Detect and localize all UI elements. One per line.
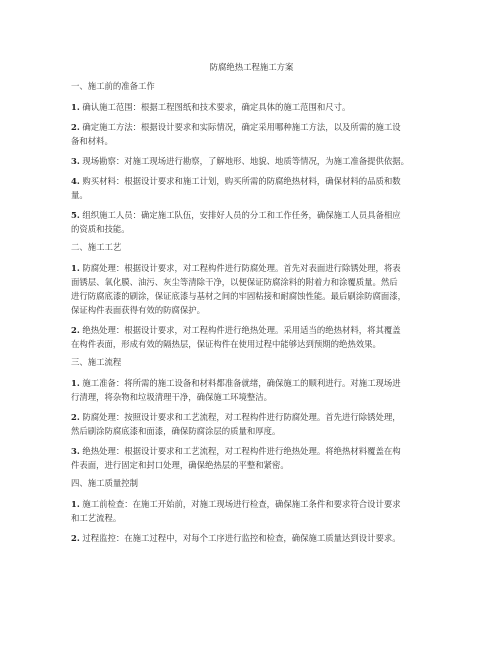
item-text: 过程监控：在施工过程中，对每个工序进行监控和检查，确保施工质量达到设计要求。 [82,533,401,543]
item-text: 防腐处理：根据设计要求，对工程构件进行防腐处理。首先对表面进行除锈处理，将表 [82,263,401,273]
list-item [71,208,432,236]
item-text: 量。 [71,190,88,200]
list-item [71,174,432,202]
item-text: 和工艺流程。 [71,513,122,523]
item-number: 1. [71,263,80,273]
item-text: 的资质和技能。 [71,224,130,234]
paragraph-line [71,424,432,438]
item-number: 5. [71,210,80,220]
paragraph-line [71,174,432,188]
paragraph-line [71,208,432,222]
paragraph-line [71,134,432,148]
paragraph-line [71,323,432,337]
item-number: 3. [71,156,80,166]
item-text: 然后刷涂防腐底漆和面漆，确保防腐涂层的质量和厚度。 [71,426,281,436]
paragraph-line [71,444,432,458]
paragraph-line [71,154,432,168]
section [71,242,432,351]
list-item [71,531,432,545]
item-text: 在构件表面，形成有效的隔热层，保证构件在使用过程中能够达到预期的绝热效果。 [71,339,381,349]
item-number: 2. [71,325,80,335]
paragraph-line [71,376,432,390]
item-text: 绝热处理：根据设计要求，对工程构件进行绝热处理。采用适当的绝热材料，将其覆盖 [82,325,401,335]
list-item [71,444,432,472]
section-heading: 四、施工质量控制 [71,478,138,488]
item-text: 现场勘察：对施工现场进行勘察，了解地形、地貌、地质等情况，为施工准备提供依据。 [82,156,410,166]
paragraph-line [71,531,432,545]
paragraph-line [71,497,432,511]
item-number: 2. [71,412,80,422]
item-text: 面锈层、氧化膜、油污、灰尘等清除干净，以便保证防腐涂料的附着力和涂覆质量。然后 [71,277,398,287]
list-item [71,100,432,114]
list-item [71,497,432,525]
item-number: 2. [71,122,80,132]
item-number: 4. [71,176,80,186]
paragraph-line [71,458,432,472]
paragraph-line [71,188,432,202]
item-text: 防腐处理：按照设计要求和工艺流程，对工程构件进行防腐处理。首先进行除锈处理， [82,412,401,422]
paragraph-line [71,337,432,351]
item-text: 确认施工范围：根据工程图纸和技术要求，确定具体的施工范围和尺寸。 [82,102,351,112]
section [71,81,432,236]
section [71,357,432,472]
list-item [71,154,432,168]
paragraph-line [71,511,432,525]
paragraph-line [71,100,432,114]
item-number: 2. [71,533,80,543]
paragraph-line [71,275,432,289]
section-heading: 二、施工工艺 [71,242,122,252]
item-text: 件表面，进行固定和封口处理，确保绝热层的平整和紧密。 [71,460,289,470]
item-number: 1. [71,102,80,112]
list-item [71,120,432,148]
list-item [71,376,432,404]
item-text: 备和材料。 [71,136,113,146]
list-item [71,323,432,351]
paragraph-line [71,289,432,303]
item-text: 组织施工人员：确定施工队伍，安排好人员的分工和工作任务，确保施工人员具备相应 [82,210,401,220]
item-text: 确定施工方法：根据设计要求和实际情况，确定采用哪种施工方法，以及所需的施工设 [82,122,401,132]
paragraph-line [71,303,432,317]
document-body [71,81,432,545]
item-text: 保证构件表面获得有效的防腐保护。 [71,305,205,315]
paragraph-line [71,390,432,404]
item-number: 1. [71,378,80,388]
paragraph-line [71,222,432,236]
list-item [71,261,432,317]
item-text: 购买材料：根据设计要求和施工计划，购买所需的防腐绝热材料，确保材料的品质和数 [82,176,401,186]
section-heading: 三、施工流程 [71,357,122,367]
item-text: 施工前检查：在施工开始前，对施工现场进行检查，确保施工条件和要求符合设计要求 [82,499,401,509]
list-item [71,410,432,438]
item-text: 进行防腐底漆的刷涂，保证底漆与基材之间的牢固粘接和耐腐蚀性能。最后刷涂防腐面漆， [71,291,406,301]
item-number: 1. [71,499,80,509]
item-text: 施工准备：将所需的施工设备和材料都准备就绪，确保施工的顺利进行。对施工现场进 [82,378,401,388]
document-title: 防腐绝热工程施工方案 [209,62,294,72]
paragraph-line [71,120,432,134]
item-text: 行清理，将杂物和垃圾清理干净，确保施工环境整洁。 [71,392,272,402]
section [71,478,432,545]
section-heading: 一、施工前的准备工作 [71,81,155,91]
item-text: 绝热处理：根据设计要求和工艺流程，对工程构件进行绝热处理。将绝热材料覆盖在构 [82,446,401,456]
item-number: 3. [71,446,80,456]
paragraph-line [71,261,432,275]
paragraph-line [71,410,432,424]
